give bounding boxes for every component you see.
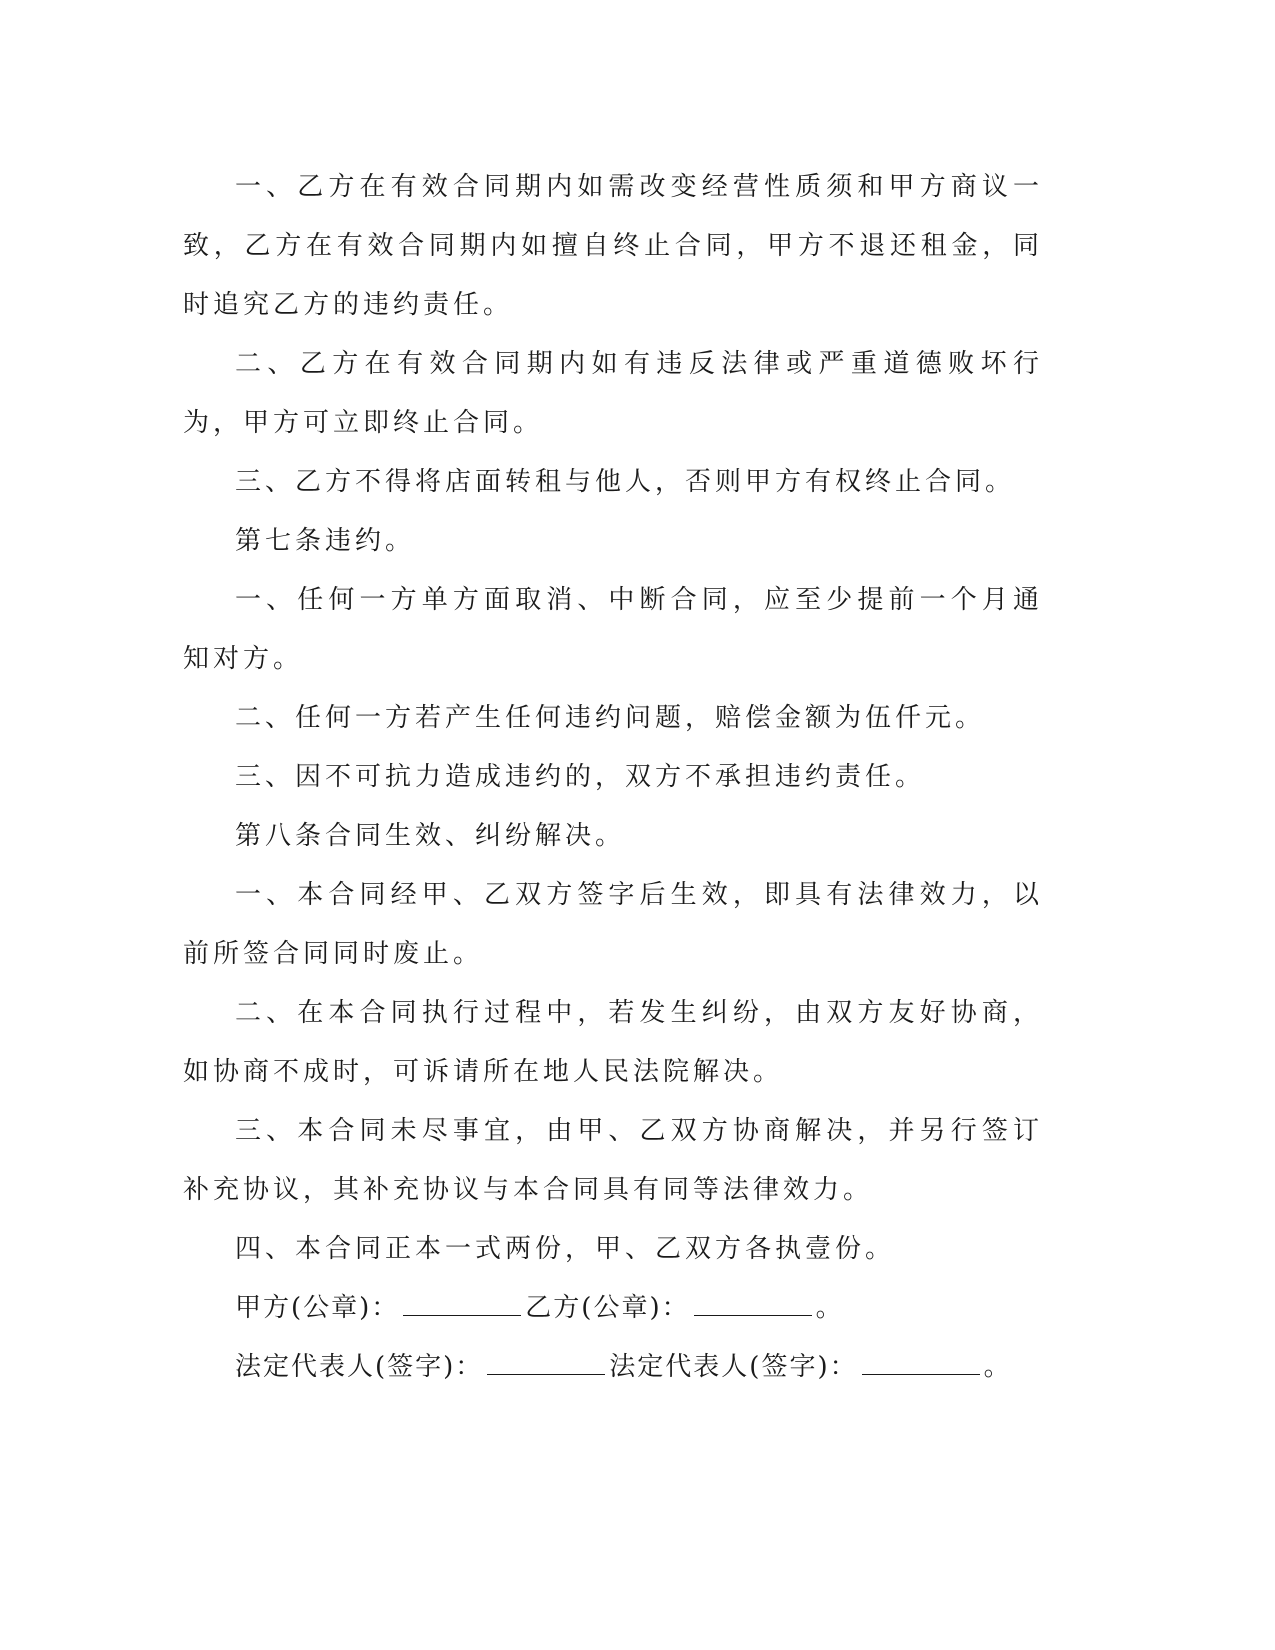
representative-signature-line xyxy=(183,1338,1043,1397)
section-heading: 第七条违约。 xyxy=(235,526,416,556)
clause-paragraph: 一、本合同经甲、乙双方签字后生效，即具有法律效力，以前所签合同同时废止。 xyxy=(183,880,1043,969)
party-a-rep-label: 法定代表人(签字)： xyxy=(235,1352,484,1382)
party-b-rep-label: 法定代表人(签字)： xyxy=(609,1352,858,1382)
party-a-seal-blank[interactable] xyxy=(403,1287,521,1316)
clause-paragraph: 二、在本合同执行过程中，若发生纠纷，由双方友好协商，如协商不成时，可诉请所在地人民法院解决。 xyxy=(183,998,1043,1087)
clause-paragraph: 三、乙方不得将店面转租与他人，否则甲方有权终止合同。 xyxy=(235,467,1016,497)
party-a-seal-label: 甲方(公章)： xyxy=(235,1293,400,1323)
party-b-rep-blank[interactable] xyxy=(862,1346,980,1375)
party-b-seal-blank[interactable] xyxy=(694,1287,812,1316)
clause-paragraph: 四、本合同正本一式两份，甲、乙双方各执壹份。 xyxy=(235,1234,896,1264)
rep-line-end: 。 xyxy=(983,1352,1012,1382)
clause-paragraph: 二、乙方在有效合同期内如有违反法律或严重道德败坏行为，甲方可立即终止合同。 xyxy=(183,349,1043,438)
clause-paragraph: 一、任何一方单方面取消、中断合同，应至少提前一个月通知对方。 xyxy=(183,585,1043,674)
seal-signature-line xyxy=(183,1279,1043,1338)
party-a-rep-blank[interactable] xyxy=(487,1346,605,1375)
party-b-seal-label: 乙方(公章)： xyxy=(525,1293,690,1323)
clause-paragraph: 一、乙方在有效合同期内如需改变经营性质须和甲方商议一致，乙方在有效合同期内如擅自终止合同，甲方不退还租金，同时追究乙方的违约责任。 xyxy=(183,172,1043,320)
seal-line-end: 。 xyxy=(815,1293,844,1323)
clause-paragraph: 三、因不可抗力造成违约的，双方不承担违约责任。 xyxy=(235,762,926,792)
document-body xyxy=(183,158,1043,1397)
section-heading: 第八条合同生效、纠纷解决。 xyxy=(235,821,626,851)
clause-paragraph: 二、任何一方若产生任何违约问题，赔偿金额为伍仟元。 xyxy=(235,703,986,733)
clause-paragraph: 三、本合同未尽事宜，由甲、乙双方协商解决，并另行签订补充协议，其补充协议与本合同具有同等法律效力。 xyxy=(183,1116,1043,1205)
